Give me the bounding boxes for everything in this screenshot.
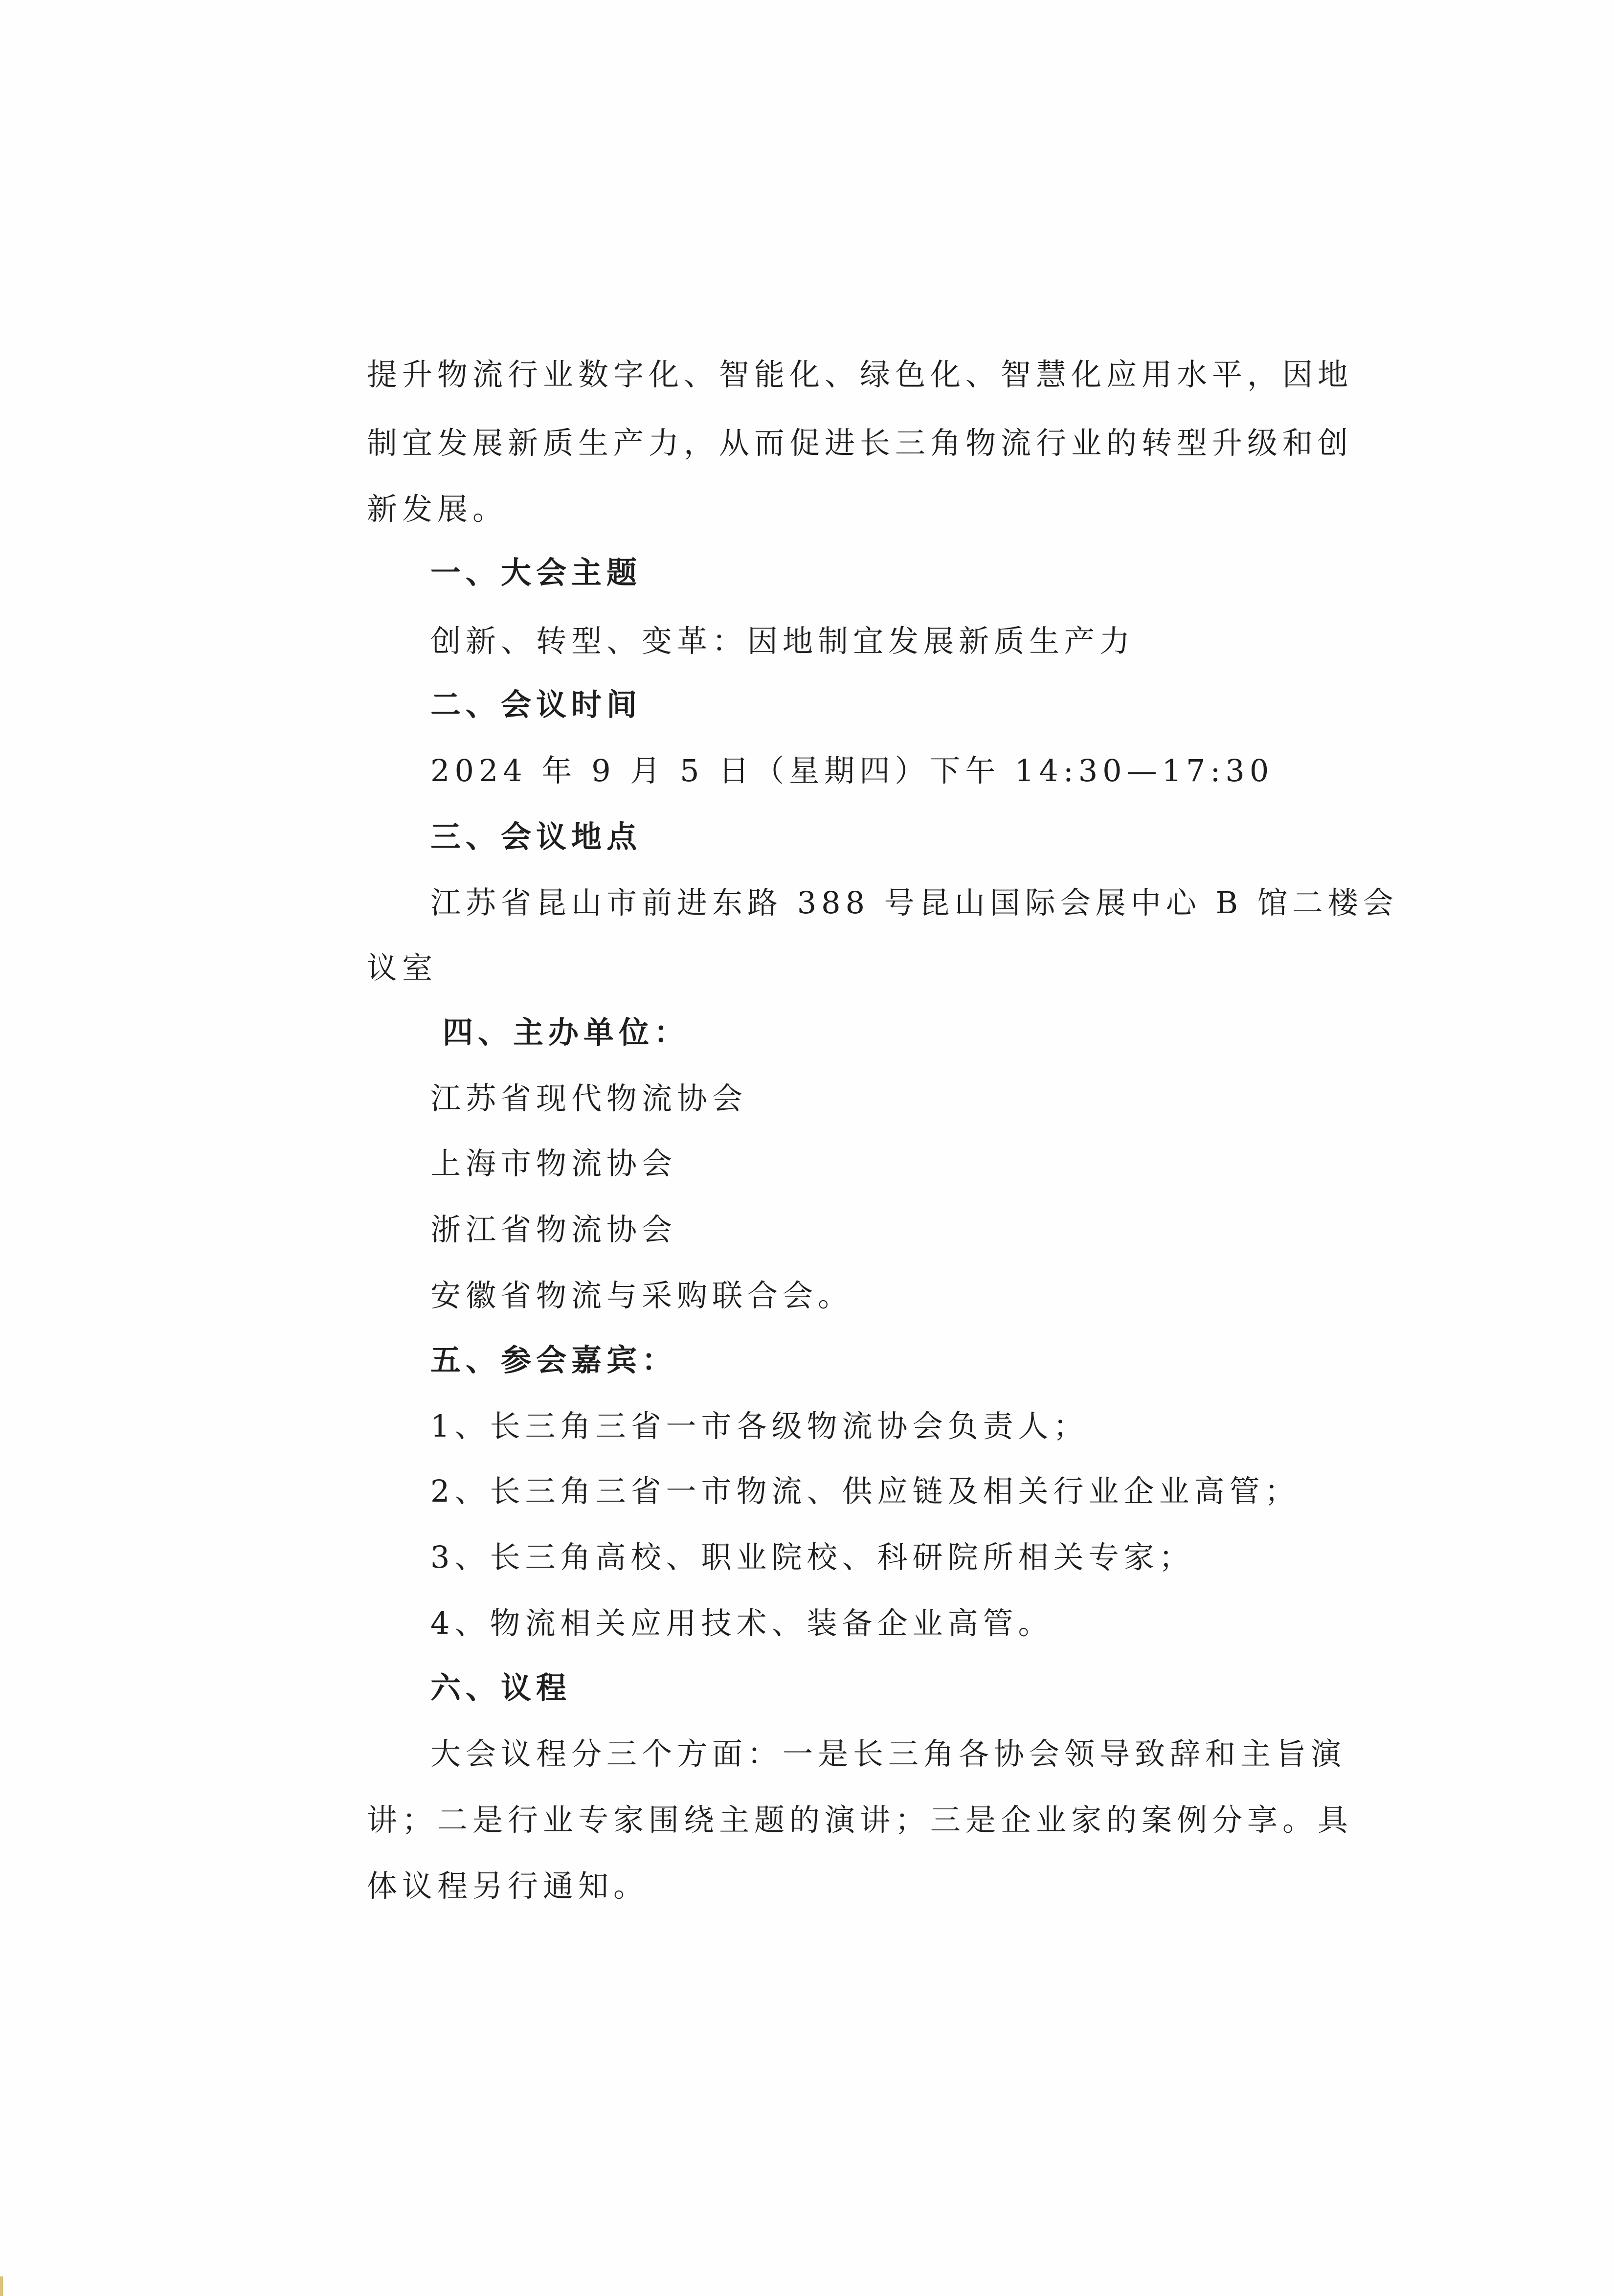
guest-item: 4、物流相关应用技术、装备企业高管。 xyxy=(430,1605,1054,1641)
section-heading-organizers: 四、主办单位： xyxy=(443,1014,690,1050)
section-heading-time: 二、会议时间 xyxy=(430,687,642,722)
guest-item: 1、长三角三省一市各级物流协会负责人； xyxy=(430,1408,1089,1444)
guest-item: 2、长三角三省一市物流、供应链及相关行业企业高管； xyxy=(430,1473,1300,1509)
section-heading-guests: 五、参会嘉宾： xyxy=(430,1342,677,1378)
organizer-item: 安徽省物流与采购联合会。 xyxy=(430,1278,853,1313)
section-heading-theme: 一、大会主题 xyxy=(430,555,642,590)
venue-line-1: 江苏省昆山市前进东路 388 号昆山国际会展中心 B 馆二楼会 xyxy=(430,885,1398,921)
theme-text: 创新、转型、变革：因地制宜发展新质生产力 xyxy=(430,623,1135,659)
organizer-item: 江苏省现代物流协会 xyxy=(430,1080,748,1116)
intro-line-1: 提升物流行业数字化、智能化、绿色化、智慧化应用水平，因地 xyxy=(367,357,1353,392)
scan-edge-mark xyxy=(0,2276,3,2296)
agenda-line-3: 体议程另行通知。 xyxy=(367,1868,649,1904)
venue-line-2: 议室 xyxy=(367,950,438,986)
intro-line-2: 制宜发展新质生产力，从而促进长三角物流行业的转型升级和创 xyxy=(367,425,1353,461)
intro-line-3: 新发展。 xyxy=(367,491,508,527)
guest-item: 3、长三角高校、职业院校、科研院所相关专家； xyxy=(430,1539,1194,1575)
agenda-line-2: 讲；二是行业专家围绕主题的演讲；三是企业家的案例分享。具 xyxy=(367,1802,1353,1838)
time-text: 2024 年 9 月 5 日（星期四）下午 14:30—17:30 xyxy=(430,753,1274,788)
organizer-item: 上海市物流协会 xyxy=(430,1146,677,1181)
section-heading-venue: 三、会议地点 xyxy=(430,819,642,855)
section-heading-agenda: 六、议程 xyxy=(430,1670,572,1706)
agenda-line-1: 大会议程分三个方面：一是长三角各协会领导致辞和主旨演 xyxy=(430,1736,1346,1772)
organizer-item: 浙江省物流协会 xyxy=(430,1212,677,1247)
